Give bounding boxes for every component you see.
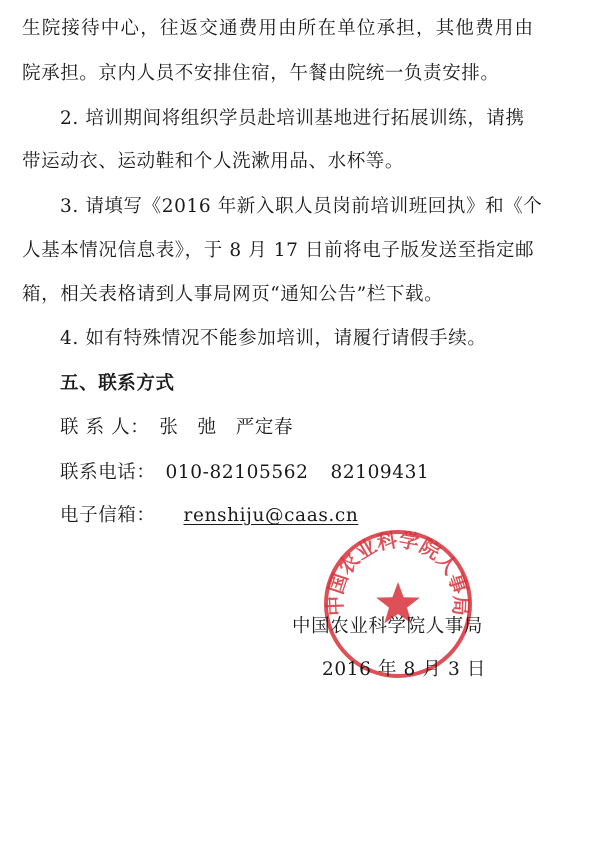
contact-email-row [60,505,358,527]
contact-phone-2: 82109431 [330,462,430,483]
seal-text: 中国农业科学院人事局 [322,528,474,617]
contact-person-row [60,417,293,439]
signature-organization: 中国农业科学院人事局 [292,616,484,637]
contact-person-label: 联 系 人： [60,417,150,438]
contact-phone-row [60,462,429,484]
contact-email-label: 电子信箱： [60,505,156,526]
paragraph-1-line-2: 院承担。京内人员不安排住宿，午餐由院统一负责安排。 [22,63,500,84]
paragraph-1-line-1: 生院接待中心，往返交通费用由所在单位承担，其他费用由 [22,18,535,39]
contact-heading: 五、联系方式 [60,373,175,394]
contact-email-link[interactable]: renshiju@caas.cn [183,505,359,526]
official-seal-stamp [322,528,474,680]
paragraph-3-line-2: 人基本情况信息表》，于 8 月 17 日前将电子版发送至指定邮 [22,240,535,261]
paragraph-3-line-1: 3. 请填写《2016 年新入职人员岗前培训班回执》和《个 [60,196,543,217]
contact-phone-1: 010-82105562 [165,462,309,483]
paragraph-2-line-2: 带运动衣、运动鞋和个人洗漱用品、水杯等。 [22,151,405,172]
paragraph-3-line-3: 箱，相关表格请到人事局网页“通知公告”栏下载。 [22,284,444,305]
contact-phone-label: 联系电话： [60,462,156,483]
signature-date: 2016 年 8 月 3 日 [322,659,486,680]
paragraph-4-line-1: 4. 如有特殊情况不能参加培训，请履行请假手续。 [60,328,487,349]
paragraph-2-line-1: 2. 培训期间将组织学员赴培训基地进行拓展训练，请携 [60,108,525,129]
contact-person-value: 张 弛 严定春 [159,417,294,438]
